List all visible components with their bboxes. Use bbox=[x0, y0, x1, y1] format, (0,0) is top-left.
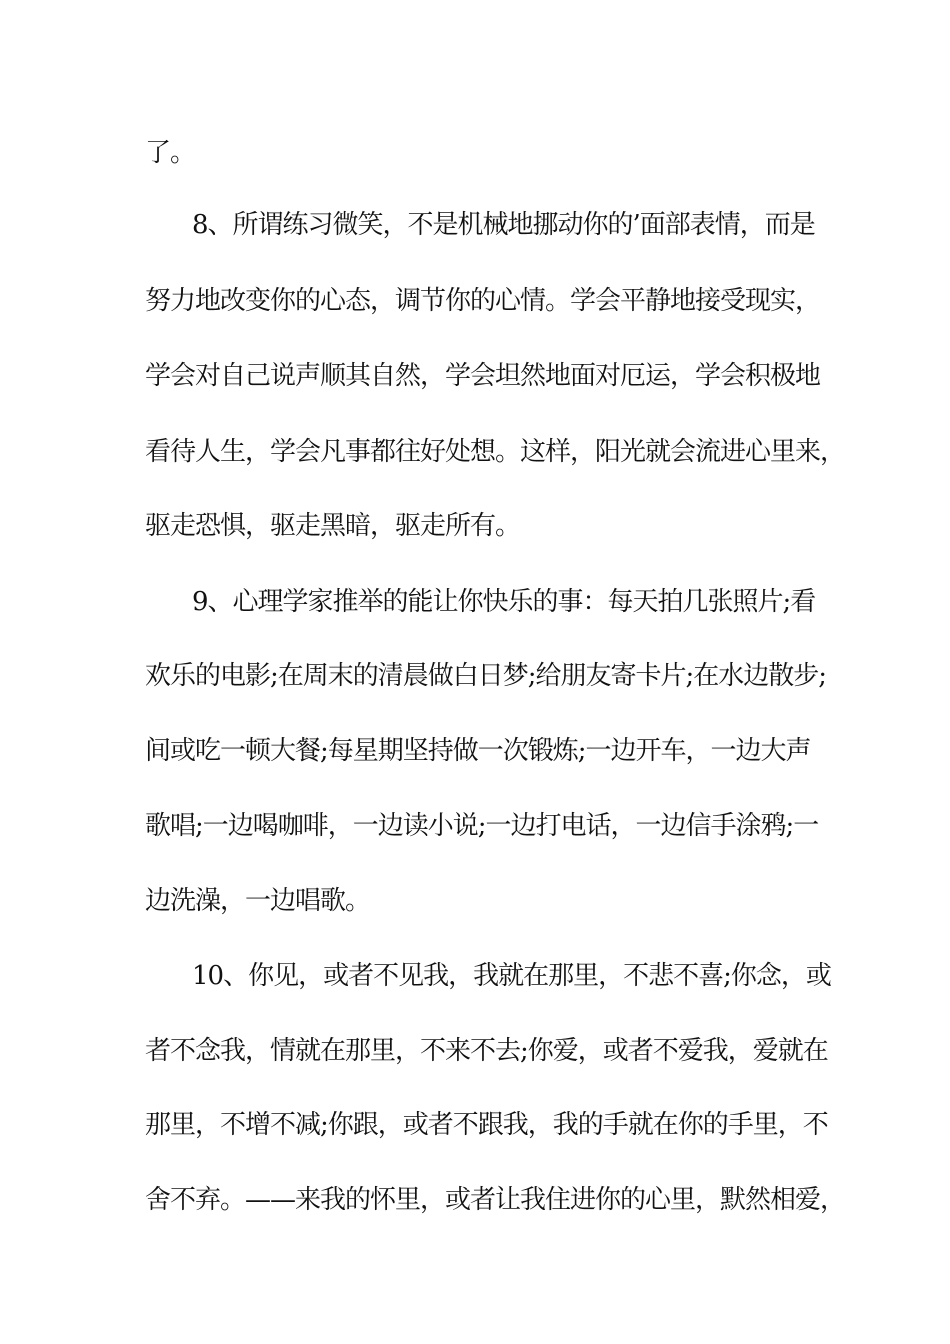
paragraph-10-line-4: 舍不弃。——来我的怀里，或者让我住进你的心里，默然相爱， bbox=[145, 1185, 846, 1215]
paragraph-8-line-1: 8、所谓练习微笑，不是机械地挪动你的’面部表情，而是 bbox=[192, 210, 815, 240]
paragraph-9-line-2: 欢乐的电影;在周末的清晨做白日梦;给朋友寄卡片;在水边散步; bbox=[145, 661, 827, 691]
paragraph-9-line-1: 9、心理学家推举的能让你快乐的事：每天拍几张照片;看 bbox=[192, 587, 816, 617]
paragraph-10-line-2: 者不念我，情就在那里，不来不去;你爱，或者不爱我，爱就在 bbox=[145, 1036, 828, 1066]
text-line-continuation: 了。 bbox=[145, 138, 196, 168]
paragraph-9-line-3: 间或吃一顿大餐;每星期坚持做一次锻炼;一边开车，一边大声 bbox=[145, 736, 811, 766]
paragraph-8-line-4: 看待人生，学会凡事都往好处想。这样，阳光就会流进心里来， bbox=[145, 437, 846, 467]
paragraph-10-line-3: 那里，不增不减;你跟，或者不跟我，我的手就在你的手里，不 bbox=[145, 1110, 828, 1140]
paragraph-9-line-4: 歌唱;一边喝咖啡，一边读小说;一边打电话，一边信手涂鸦;一 bbox=[145, 811, 819, 841]
paragraph-8-line-3: 学会对自己说声顺其自然，学会坦然地面对厄运，学会积极地 bbox=[145, 361, 821, 391]
paragraph-8-line-5: 驱走恐惧，驱走黑暗，驱走所有。 bbox=[145, 511, 521, 541]
paragraph-9-line-5: 边洗澡，一边唱歌。 bbox=[145, 886, 371, 916]
paragraph-8-line-2: 努力地改变你的心态，调节你的心情。学会平静地接受现实， bbox=[145, 286, 821, 316]
paragraph-10-line-1: 10、你见，或者不见我，我就在那里，不悲不喜;你念，或 bbox=[192, 961, 831, 991]
